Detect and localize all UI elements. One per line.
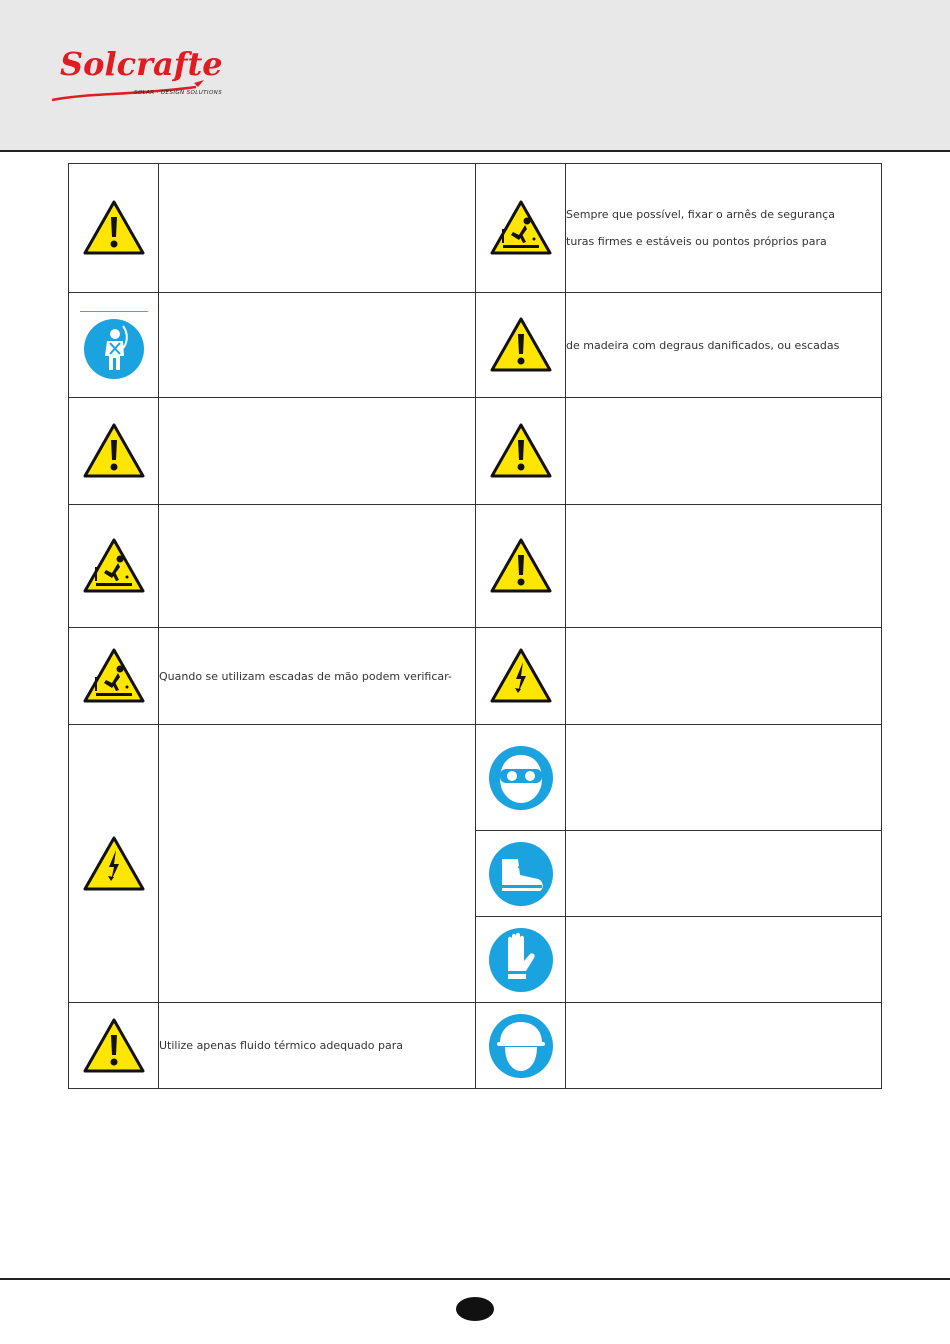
safety-goggles-icon bbox=[488, 745, 554, 811]
safety-gloves-icon bbox=[488, 927, 554, 993]
table-row bbox=[69, 293, 882, 398]
icon-cell bbox=[476, 505, 566, 628]
instruction-text bbox=[159, 505, 476, 628]
instruction-text bbox=[566, 831, 882, 917]
icon-cell bbox=[476, 725, 566, 831]
instruction-text: Quando se utilizam escadas de mão podem verificar- bbox=[159, 628, 476, 725]
safety-instructions-table bbox=[68, 163, 882, 1089]
fall-hazard-icon bbox=[489, 199, 553, 257]
icon-cell bbox=[476, 831, 566, 917]
icon-cell bbox=[69, 293, 159, 398]
brand-tagline: SOLAR · DESIGN SOLUTIONS bbox=[134, 90, 223, 96]
instruction-text bbox=[566, 628, 882, 725]
fall-hazard-icon bbox=[82, 647, 146, 705]
electrical-hazard-icon bbox=[489, 647, 553, 705]
safety-helmet-icon bbox=[488, 1013, 554, 1079]
fall-hazard-icon bbox=[82, 537, 146, 595]
warning-icon bbox=[82, 422, 146, 480]
warning-icon bbox=[82, 1017, 146, 1075]
icon-cell bbox=[69, 398, 159, 505]
instruction-text-block bbox=[566, 164, 882, 293]
table-row bbox=[69, 398, 882, 505]
icon-cell bbox=[69, 725, 159, 1003]
instruction-text: Utilize apenas fluido térmico adequado para bbox=[159, 1003, 476, 1089]
instruction-text bbox=[159, 164, 476, 293]
table-row bbox=[69, 164, 882, 293]
orange-divider bbox=[80, 311, 148, 312]
electrical-hazard-icon bbox=[82, 835, 146, 893]
footer-divider bbox=[0, 1278, 950, 1280]
table-row bbox=[69, 628, 882, 725]
icon-cell bbox=[476, 917, 566, 1003]
icon-cell bbox=[476, 293, 566, 398]
icon-cell bbox=[476, 1003, 566, 1089]
icon-cell bbox=[69, 628, 159, 725]
instruction-line: turas firmes e estáveis ou pontos próprios para bbox=[566, 235, 827, 248]
instruction-text-block bbox=[566, 293, 882, 398]
warning-icon bbox=[82, 199, 146, 257]
instruction-text bbox=[566, 505, 882, 628]
page-header bbox=[0, 0, 950, 152]
page-number-badge bbox=[456, 1297, 494, 1321]
instruction-text bbox=[566, 917, 882, 1003]
instruction-text bbox=[566, 398, 882, 505]
instruction-text bbox=[159, 725, 476, 1003]
instruction-text bbox=[159, 398, 476, 505]
instruction-line: de madeira com degraus danificados, ou escadas bbox=[566, 338, 840, 352]
icon-cell bbox=[69, 164, 159, 293]
brand-logo bbox=[46, 45, 223, 107]
safety-harness-icon bbox=[83, 318, 145, 380]
instruction-text bbox=[566, 1003, 882, 1089]
table-row bbox=[69, 725, 882, 831]
warning-icon bbox=[489, 537, 553, 595]
warning-icon bbox=[489, 316, 553, 374]
instruction-text bbox=[566, 725, 882, 831]
icon-cell bbox=[476, 628, 566, 725]
icon-cell bbox=[69, 505, 159, 628]
warning-icon bbox=[489, 422, 553, 480]
icon-cell bbox=[476, 164, 566, 293]
instruction-line: Sempre que possível, fixar o arnês de segurança bbox=[566, 208, 835, 221]
safety-boots-icon bbox=[488, 841, 554, 907]
icon-cell bbox=[69, 1003, 159, 1089]
instruction-text bbox=[159, 293, 476, 398]
table-row bbox=[69, 1003, 882, 1089]
brand-name: Solcrafte bbox=[60, 45, 223, 83]
table-row bbox=[69, 505, 882, 628]
icon-cell bbox=[476, 398, 566, 505]
